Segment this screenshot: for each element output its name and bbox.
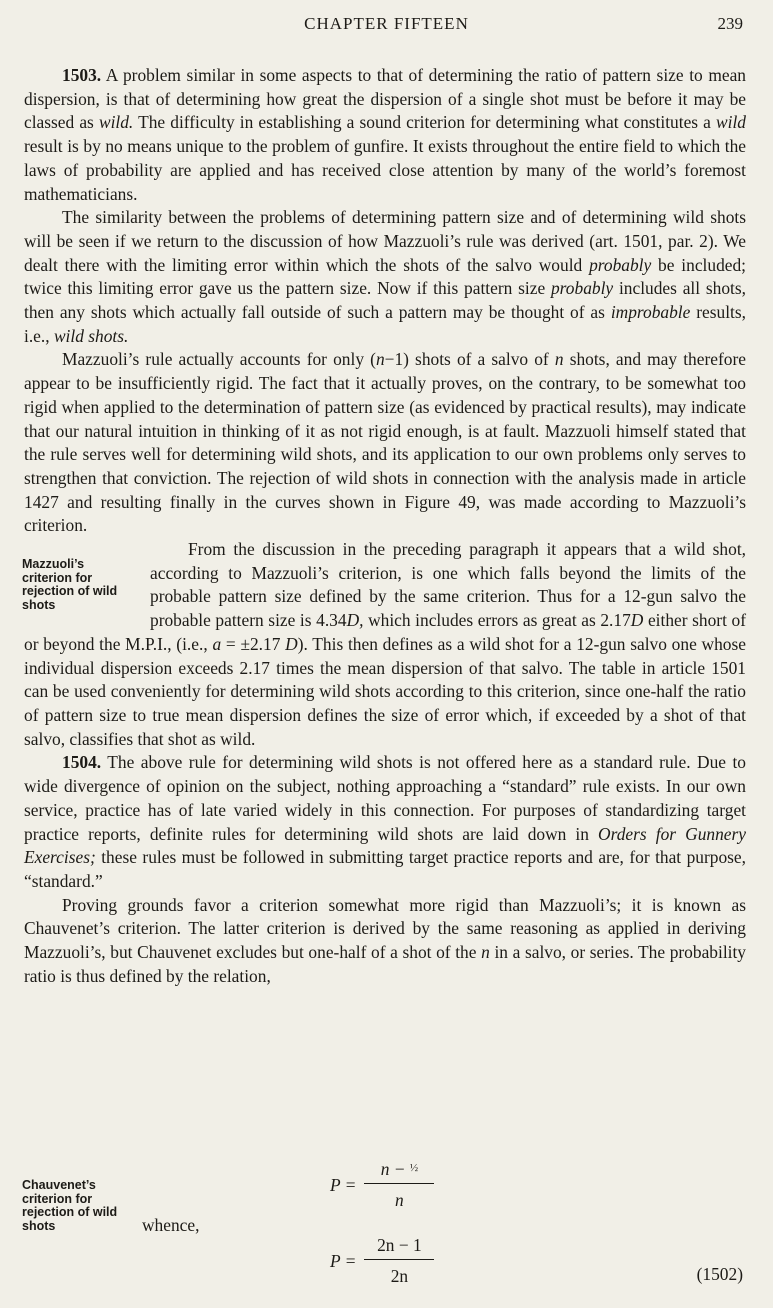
- page-header: [0, 14, 773, 42]
- paragraph-1504: 1504. The above rule for determining wild shots is not offered here as a standard rule. Due to wide divergence of opinion on the subject, nothing approaching a “standard” rule exists. In our own service, practice has of late varied widely in this connection. For purposes of standardizing target practice reports, definite rules for determining wild shots are laid down in Orders for Gunnery Exercises; these rules must be followed in submitting target practice reports and are, for that purpose, “standard.”: [24, 752, 746, 891]
- fraction: $\frac{2n - 1}{2n}$: [364, 1235, 434, 1287]
- fraction: $\frac{n - ^{\frac{1}{2}}}{n}$: [364, 1159, 434, 1211]
- page-number: 239: [717, 14, 743, 33]
- article-number: 1503.: [62, 65, 102, 85]
- body-text: [24, 64, 746, 988]
- paragraph-mazzuoli-rule: Mazzuoli’s rule actually accounts for only (n−1) shots of a salvo of n shots, and may therefore appear to be insufficiently rigid. The fact that it actually proves, on the contrary, to be somewhat too rigid when applied to the determination of pattern size (as evidenced by practical results), may indicate that our natural intuition in thinking of it as not rigid enough, is at fault. Mazzuoli himself stated that the rule serves well for determining wild shots, and its application to our own problems only serves to strengthen that conviction. The rejection of wild shots in connection with the analysis made in article 1427 and resulting finally in the curves shown in Figure 49, was made according to Mazzuoli’s criterion.: [24, 349, 746, 536]
- paragraph-1503: 1503. A problem similar in some aspects to that of determining the ratio of pattern size to mean dispersion, is that of determining how great the dispersion of a single shot must be before it may be classed as wild. The difficulty in establishing a sound criterion for determining what constitutes a wild result is by no means unique to the problem of gunfire. It exists throughout the entire field to which the laws of probability are applied and has received close attention by many of the world’s foremost mathematicians.: [24, 65, 746, 204]
- paragraph-chauvenet: Proving grounds favor a criterion somewhat more rigid than Mazzuoli’s; it is known as Chauvenet’s criterion. The latter criterion is derived by the same reasoning as applied in deriving Mazzuoli’s, but Chauvenet excludes but one-half of a shot of the n in a salvo, or series. The probability ratio is thus defined by the relation,: [24, 894, 747, 986]
- paragraph-wild-shot-definition: Mazzuoli’s criterion for rejection of wild shots From the discussion in the preceding paragraph it appears that a wild shot, according to Mazzuoli’s criterion, is one which falls beyond the limits of the probable pattern size defined by the same criterion. Thus for a 12-gun salvo the probable pattern size is 4.34D, which includes errors as great as 2.17D either short of or beyond the M.P.I., (i.e., a = ±2.17 D). This then defines as a wild shot for a 12-gun salvo one whose individual dispersion exceeds 2.17 times the mean dispersion of that salvo. The table in article 1501 can be used conveniently for determining wild shots according to this criterion, since one-half the ratio of pattern size to true mean dispersion defines the size of error which, if exceeded by a shot of that salvo, classifies that shot as wild.: [22, 539, 746, 749]
- margin-note-mazzuoli: Mazzuoli’s criterion for rejection of wild shots: [22, 557, 118, 612]
- paragraph-similarity: The similarity between the problems of determining pattern size and of determining wild shots will be seen if we return to the discussion of how Mazzuoli’s rule was derived (art. 1501, par. 2). We dealt there with the limiting error within which the shots of the salvo would probably be included; twice this limiting error gave us the pattern size. Now if this pattern size probably includes all shots, then any shots which actually fall outside of such a pattern may be thought of as improbable results, i.e., wild shots.: [24, 207, 747, 346]
- equation-block: [0, 1155, 773, 1300]
- margin-note-chauvenet: Chauvenet’s criterion for rejection of wild shots: [22, 1178, 118, 1233]
- equation-1502: P = $\frac{2n - 1}{2n}$: [330, 1235, 434, 1287]
- equation-probability-ratio: P = $\frac{n - ^{\frac{1}{2}}}{n}$: [330, 1159, 434, 1211]
- chapter-title: CHAPTER FIFTEEN: [304, 14, 469, 33]
- equation-number: (1502): [696, 1264, 743, 1284]
- whence-label: whence,: [142, 1215, 200, 1235]
- article-number: 1504.: [62, 752, 102, 773]
